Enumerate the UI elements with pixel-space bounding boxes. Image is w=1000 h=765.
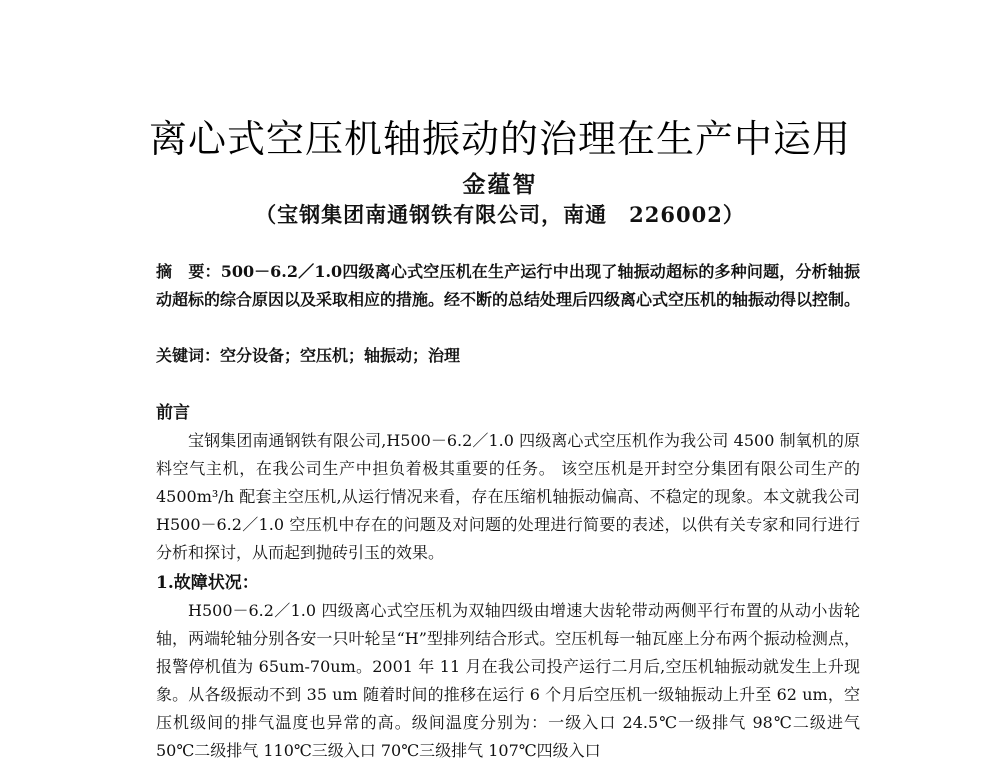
preface-paragraph: 宝钢集团南通钢铁有限公司,H500－6.2／1.0 四级离心式空压机作为我公司 4500 制氧机的原料空气主机，在我公司生产中担负着极其重要的任务。 该空压机是开封空分集团有限公司生产的 4500m³/h 配套主空压机,从运行情况来看，存在压缩机轴振动偏高、不稳定的现象。本文就我公司 H500－6.2／1.0 空压机中存在的问题及对问题的处理进行简要的表述，以供有关专家和同行进行分析和探讨，从而起到抛砖引玉的效果。: [156, 431, 860, 562]
keywords: [156, 342, 860, 370]
abstract: [156, 258, 860, 314]
section-1-paragraph: H500－6.2／1.0 四级离心式空压机为双轴四级由增速大齿轮带动两侧平行布置的从动小齿轮轴，两端轮轴分别各安一只叶轮呈“H”型排列结合形式。空压机每一轴瓦座上分布两个振动检测点，报警停机值为 65um-70um。2001 年 11 月在我公司投产运行二月后,空压机轴振动就发生上升现象。从各级振动不到 35 um 随着时间的推移在运行 6 个月后空压机一级轴振动上升至 62 um，空压机级间的排气温度也异常的高。级间温度分别为：一级入口 24.5℃一级排气 98℃二级进气 50℃二级排气 110℃三级入口 70℃三级排气 107℃四级入口: [156, 601, 860, 760]
author-name: 金蕴智: [462, 171, 538, 198]
abstract-label: 摘 要：: [156, 262, 221, 281]
section-1-heading: 1.故障状况：: [156, 573, 259, 593]
author-affiliation: （宝钢集团南通钢铁有限公司，南通 226002）: [255, 202, 745, 227]
preface-heading: 前言: [156, 403, 190, 423]
keywords-text: 空分设备；空压机；轴振动；治理: [220, 346, 461, 365]
abstract-text: 500－6.2／1.0四级离心式空压机在生产运行中出现了轴振动超标的多种问题，分析轴振动超标的综合原因以及采取相应的措施。经不断的总结处理后四级离心式空压机的轴振动得以控制。: [156, 262, 861, 309]
paper-title: 离心式空压机轴振动的治理在生产中运用: [148, 117, 851, 161]
keywords-label: 关键词：: [156, 346, 221, 365]
